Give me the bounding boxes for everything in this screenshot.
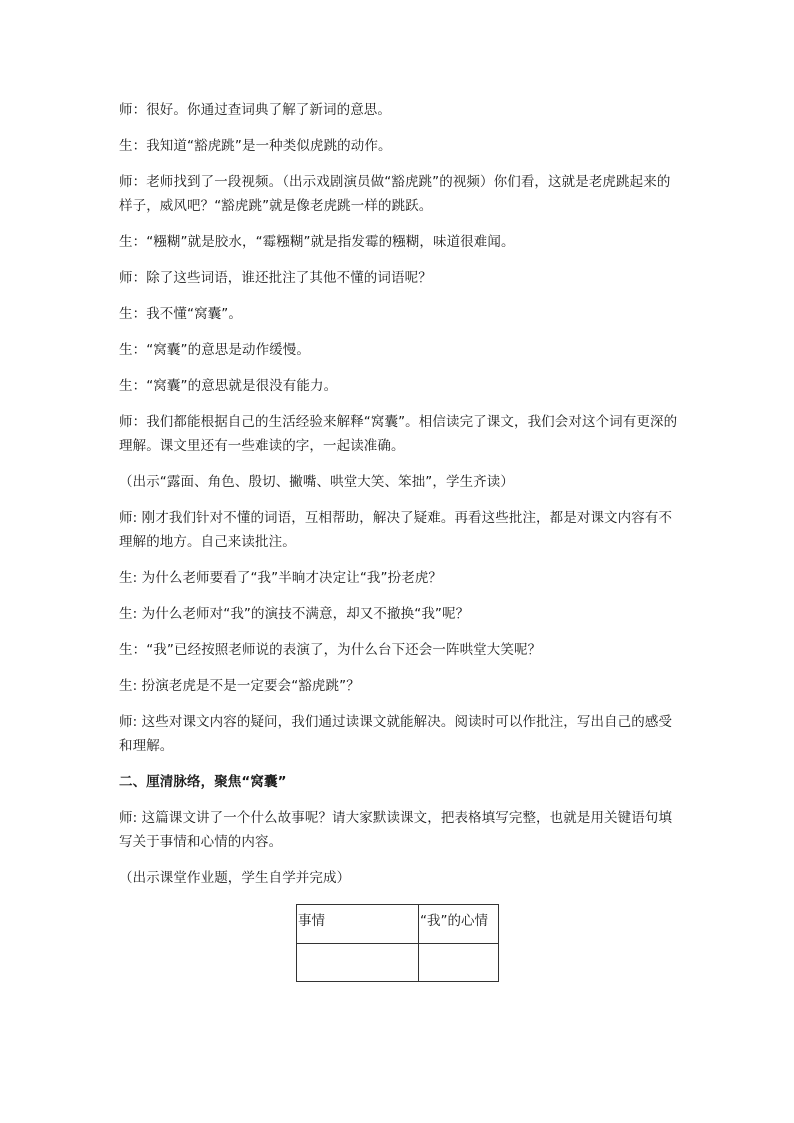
table-cell[interactable] — [419, 944, 499, 982]
paragraph-17: 师: 这篇课文讲了一个什么故事呢？请大家默读课文，把表格填写完整，也就是用关键语句填写关于事情和心情的内容。 — [119, 810, 673, 850]
table-row — [297, 944, 499, 982]
paragraph-16: 师: 这些对课文内容的疑问，我们通过读课文就能解决。阅读时可以作批注，写出自己的感受和理解。 — [119, 714, 673, 754]
paragraph-14: 生：“我”已经按照老师说的表演了，为什么台下还会一阵哄堂大笑呢？ — [119, 642, 542, 658]
table-header-cell: 事情 — [297, 905, 419, 944]
table-header-cell: “我”的心情 — [419, 905, 499, 944]
paragraph-5: 师：除了这些词语，谁还批注了其他不懂的词语呢？ — [119, 270, 432, 286]
paragraph-2: 生：我知道“豁虎跳”是一种类似虎跳的动作。 — [119, 138, 392, 154]
worksheet-table — [296, 904, 499, 982]
paragraph-4: 生：“糨糊”就是胶水，“霉糨糊”就是指发霉的糨糊，味道很难闻。 — [119, 234, 515, 250]
paragraph-15: 生: 扮演老虎是不是一定要会“豁虎跳”？ — [119, 678, 360, 694]
paragraph-11: 师: 刚才我们针对不懂的词语，互相帮助，解决了疑难。再看这些批注，都是对课文内容有不理解的地方。自己来读批注。 — [119, 510, 673, 550]
paragraph-7: 生：“窝囊”的意思是动作缓慢。 — [119, 342, 310, 358]
paragraph-12: 生: 为什么老师要看了“我”半晌才决定让“我”扮老虎？ — [119, 570, 443, 586]
paragraph-8: 生：“窝囊”的意思就是很没有能力。 — [119, 378, 338, 394]
section-heading: 二、厘清脉络，聚焦“窝囊” — [119, 774, 287, 790]
paragraph-6: 生：我不懂“窝囊”。 — [119, 306, 242, 322]
paragraph-1: 师：很好。你通过查词典了解了新词的意思。 — [119, 102, 391, 118]
paragraph-9: 师：我们都能根据自己的生活经验来解释“窝囊”。相信读完了课文，我们会对这个词有更深的理解。课文里还有一些难读的字，一起读准确。 — [119, 414, 678, 454]
table-cell[interactable] — [297, 944, 419, 982]
document-body — [119, 98, 684, 982]
paragraph-18: （出示课堂作业题，学生自学并完成） — [119, 870, 351, 886]
paragraph-3: 师：老师找到了一段视频。（出示戏剧演员做“豁虎跳”的视频）你们看，这就是老虎跳起来的样子，威风吧？“豁虎跳”就是像老虎跳一样的跳跃。 — [119, 174, 671, 214]
table-header-row — [297, 905, 499, 944]
paragraph-10: （出示“露面、角色、殷切、撇嘴、哄堂大笑、笨拙”，学生齐读） — [119, 474, 514, 490]
paragraph-13: 生: 为什么老师对“我”的演技不满意，却又不撤换“我”呢？ — [119, 606, 470, 622]
